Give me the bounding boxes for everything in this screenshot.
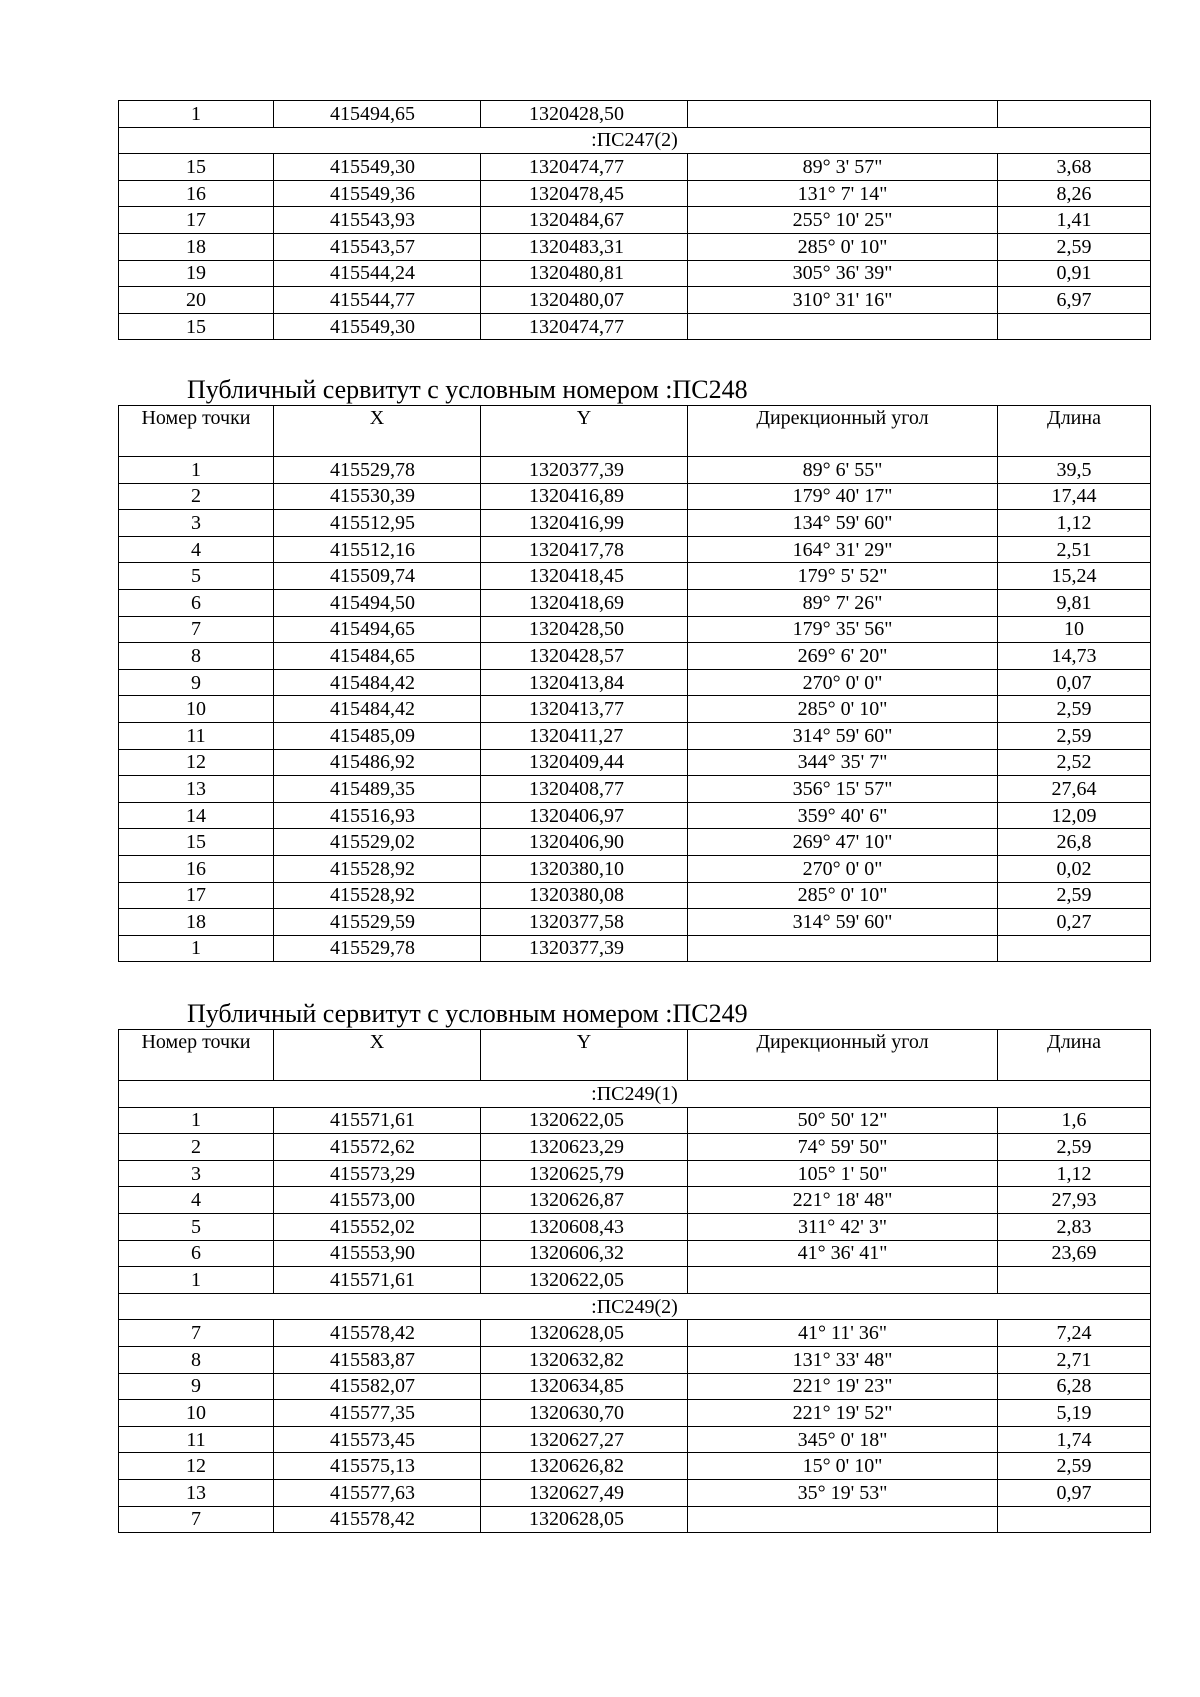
point-number-cell: 17 (119, 882, 274, 909)
header-row (119, 1030, 1151, 1081)
point-number-cell: 1 (119, 457, 274, 484)
direction-angle-cell: 164° 31' 29" (688, 536, 998, 563)
x-coordinate-cell: 415529,78 (274, 935, 481, 962)
length-cell: 2,71 (998, 1346, 1151, 1373)
table-row (119, 1320, 1151, 1347)
length-cell: 8,26 (998, 180, 1151, 207)
length-cell: 2,59 (998, 1134, 1151, 1161)
table-row (119, 101, 1151, 128)
y-coordinate-cell: 1320623,29 (481, 1134, 688, 1161)
point-number-cell: 15 (119, 829, 274, 856)
table-row (119, 882, 1151, 909)
length-cell: 15,24 (998, 563, 1151, 590)
x-coordinate-cell: 415577,35 (274, 1400, 481, 1427)
y-coordinate-cell: 1320377,39 (481, 935, 688, 962)
x-coordinate-cell: 415529,02 (274, 829, 481, 856)
section-row (119, 1081, 1151, 1108)
x-coordinate-cell: 415583,87 (274, 1346, 481, 1373)
y-coordinate-cell: 1320480,81 (481, 260, 688, 287)
point-number-cell: 15 (119, 154, 274, 181)
table-row (119, 287, 1151, 314)
x-coordinate-cell: 415544,77 (274, 287, 481, 314)
x-coordinate-cell: 415544,24 (274, 260, 481, 287)
table-row (119, 1373, 1151, 1400)
direction-angle-cell: 74° 59' 50" (688, 1134, 998, 1161)
point-number-cell: 14 (119, 802, 274, 829)
header-x: X (274, 406, 481, 457)
direction-angle-cell: 314° 59' 60" (688, 722, 998, 749)
x-coordinate-cell: 415509,74 (274, 563, 481, 590)
direction-angle-cell (688, 101, 998, 128)
header-row (119, 406, 1151, 457)
direction-angle-cell: 179° 35' 56" (688, 616, 998, 643)
table-row (119, 457, 1151, 484)
x-coordinate-cell: 415575,13 (274, 1453, 481, 1480)
y-coordinate-cell: 1320628,05 (481, 1506, 688, 1533)
table-row (119, 1453, 1151, 1480)
point-number-cell: 12 (119, 749, 274, 776)
table-row (119, 536, 1151, 563)
direction-angle-cell: 269° 6' 20" (688, 643, 998, 670)
length-cell: 0,07 (998, 669, 1151, 696)
length-cell: 2,59 (998, 696, 1151, 723)
x-coordinate-cell: 415494,50 (274, 589, 481, 616)
length-cell: 12,09 (998, 802, 1151, 829)
point-number-cell: 5 (119, 563, 274, 590)
y-coordinate-cell: 1320626,82 (481, 1453, 688, 1480)
y-coordinate-cell: 1320406,90 (481, 829, 688, 856)
length-cell: 27,64 (998, 776, 1151, 803)
direction-angle-cell: 344° 35' 7" (688, 749, 998, 776)
x-coordinate-cell: 415512,95 (274, 510, 481, 537)
point-number-cell: 5 (119, 1213, 274, 1240)
length-cell: 0,02 (998, 855, 1151, 882)
table-row (119, 207, 1151, 234)
length-cell (998, 313, 1151, 340)
y-coordinate-cell: 1320411,27 (481, 722, 688, 749)
table-row (119, 260, 1151, 287)
point-number-cell: 20 (119, 287, 274, 314)
ps248-title: Публичный сервитут с условным номером :ПС248 (187, 375, 748, 404)
x-coordinate-cell: 415552,02 (274, 1213, 481, 1240)
x-coordinate-cell: 415543,57 (274, 233, 481, 260)
length-cell: 0,91 (998, 260, 1151, 287)
table-row (119, 1426, 1151, 1453)
x-coordinate-cell: 415573,29 (274, 1160, 481, 1187)
table-row (119, 1160, 1151, 1187)
point-number-cell: 13 (119, 1479, 274, 1506)
x-coordinate-cell: 415529,78 (274, 457, 481, 484)
point-number-cell: 1 (119, 1107, 274, 1134)
x-coordinate-cell: 415573,00 (274, 1187, 481, 1214)
direction-angle-cell: 41° 36' 41" (688, 1240, 998, 1267)
direction-angle-cell: 305° 36' 39" (688, 260, 998, 287)
x-coordinate-cell: 415549,30 (274, 154, 481, 181)
y-coordinate-cell: 1320413,77 (481, 696, 688, 723)
y-coordinate-cell: 1320416,99 (481, 510, 688, 537)
point-number-cell: 3 (119, 510, 274, 537)
direction-angle-cell: 310° 31' 16" (688, 287, 998, 314)
header-x: X (274, 1030, 481, 1081)
y-coordinate-cell: 1320377,39 (481, 457, 688, 484)
table-row (119, 802, 1151, 829)
point-number-cell: 18 (119, 909, 274, 936)
x-coordinate-cell: 415528,92 (274, 855, 481, 882)
y-coordinate-cell: 1320622,05 (481, 1107, 688, 1134)
header-direction-angle: Дирекционный угол (688, 1030, 998, 1081)
x-coordinate-cell: 415543,93 (274, 207, 481, 234)
direction-angle-cell: 179° 5' 52" (688, 563, 998, 590)
x-coordinate-cell: 415529,59 (274, 909, 481, 936)
y-coordinate-cell: 1320408,77 (481, 776, 688, 803)
table-row (119, 616, 1151, 643)
y-coordinate-cell: 1320413,84 (481, 669, 688, 696)
length-cell: 1,41 (998, 207, 1151, 234)
point-number-cell: 13 (119, 776, 274, 803)
table-row (119, 233, 1151, 260)
point-number-cell: 10 (119, 1400, 274, 1427)
direction-angle-cell (688, 935, 998, 962)
ps249-title: Публичный сервитут с условным номером :ПС249 (187, 999, 748, 1028)
table-row (119, 154, 1151, 181)
x-coordinate-cell: 415512,16 (274, 536, 481, 563)
table-row (119, 510, 1151, 537)
direction-angle-cell: 105° 1' 50" (688, 1160, 998, 1187)
table-row (119, 563, 1151, 590)
ps248-table-block (118, 405, 1150, 962)
length-cell: 10 (998, 616, 1151, 643)
ps247-table-block (118, 100, 1150, 340)
direction-angle-cell: 89° 6' 55" (688, 457, 998, 484)
x-coordinate-cell: 415484,65 (274, 643, 481, 670)
length-cell (998, 1267, 1151, 1294)
point-number-cell: 8 (119, 643, 274, 670)
y-coordinate-cell: 1320416,89 (481, 483, 688, 510)
point-number-cell: 2 (119, 1134, 274, 1161)
table-row (119, 749, 1151, 776)
length-cell: 39,5 (998, 457, 1151, 484)
direction-angle-cell (688, 1267, 998, 1294)
direction-angle-cell: 356° 15' 57" (688, 776, 998, 803)
direction-angle-cell (688, 1506, 998, 1533)
length-cell: 6,28 (998, 1373, 1151, 1400)
point-number-cell: 4 (119, 536, 274, 563)
direction-angle-cell: 269° 47' 10" (688, 829, 998, 856)
point-number-cell: 16 (119, 855, 274, 882)
x-coordinate-cell: 415484,42 (274, 696, 481, 723)
point-number-cell: 11 (119, 1426, 274, 1453)
x-coordinate-cell: 415484,42 (274, 669, 481, 696)
table-row (119, 313, 1151, 340)
direction-angle-cell: 311° 42' 3" (688, 1213, 998, 1240)
y-coordinate-cell: 1320483,31 (481, 233, 688, 260)
direction-angle-cell: 285° 0' 10" (688, 882, 998, 909)
section-label: :ПС249(1) (119, 1081, 1151, 1108)
direction-angle-cell: 134° 59' 60" (688, 510, 998, 537)
length-cell: 2,51 (998, 536, 1151, 563)
direction-angle-cell: 345° 0' 18" (688, 1426, 998, 1453)
length-cell: 1,74 (998, 1426, 1151, 1453)
direction-angle-cell: 89° 3' 57" (688, 154, 998, 181)
y-coordinate-cell: 1320627,27 (481, 1426, 688, 1453)
section-label: :ПС249(2) (119, 1293, 1151, 1320)
point-number-cell: 2 (119, 483, 274, 510)
table-row (119, 776, 1151, 803)
length-cell: 9,81 (998, 589, 1151, 616)
point-number-cell: 17 (119, 207, 274, 234)
length-cell: 2,59 (998, 233, 1151, 260)
direction-angle-cell (688, 313, 998, 340)
length-cell: 14,73 (998, 643, 1151, 670)
length-cell: 17,44 (998, 483, 1151, 510)
table-row (119, 589, 1151, 616)
point-number-cell: 16 (119, 180, 274, 207)
x-coordinate-cell: 415530,39 (274, 483, 481, 510)
table-row (119, 1213, 1151, 1240)
section-row (119, 1293, 1151, 1320)
x-coordinate-cell: 415494,65 (274, 101, 481, 128)
header-length: Длина (998, 406, 1151, 457)
x-coordinate-cell: 415489,35 (274, 776, 481, 803)
direction-angle-cell: 41° 11' 36" (688, 1320, 998, 1347)
header-direction-angle: Дирекционный угол (688, 406, 998, 457)
length-cell: 0,27 (998, 909, 1151, 936)
direction-angle-cell: 131° 7' 14" (688, 180, 998, 207)
point-number-cell: 15 (119, 313, 274, 340)
y-coordinate-cell: 1320428,50 (481, 616, 688, 643)
length-cell: 2,59 (998, 722, 1151, 749)
direction-angle-cell: 50° 50' 12" (688, 1107, 998, 1134)
point-number-cell: 9 (119, 669, 274, 696)
table-row (119, 180, 1151, 207)
table-row (119, 1506, 1151, 1533)
point-number-cell: 8 (119, 1346, 274, 1373)
table-row (119, 722, 1151, 749)
y-coordinate-cell: 1320418,69 (481, 589, 688, 616)
y-coordinate-cell: 1320622,05 (481, 1267, 688, 1294)
length-cell: 6,97 (998, 287, 1151, 314)
length-cell: 5,19 (998, 1400, 1151, 1427)
length-cell: 1,12 (998, 1160, 1151, 1187)
point-number-cell: 6 (119, 589, 274, 616)
y-coordinate-cell: 1320377,58 (481, 909, 688, 936)
length-cell: 27,93 (998, 1187, 1151, 1214)
table-row (119, 1267, 1151, 1294)
y-coordinate-cell: 1320380,08 (481, 882, 688, 909)
direction-angle-cell: 221° 19' 52" (688, 1400, 998, 1427)
table-row (119, 669, 1151, 696)
header-point-number: Номер точки (119, 406, 274, 457)
point-number-cell: 1 (119, 1267, 274, 1294)
x-coordinate-cell: 415549,30 (274, 313, 481, 340)
direction-angle-cell: 221° 19' 23" (688, 1373, 998, 1400)
length-cell: 7,24 (998, 1320, 1151, 1347)
y-coordinate-cell: 1320628,05 (481, 1320, 688, 1347)
direction-angle-cell: 221° 18' 48" (688, 1187, 998, 1214)
point-number-cell: 18 (119, 233, 274, 260)
x-coordinate-cell: 415516,93 (274, 802, 481, 829)
section-row (119, 127, 1151, 154)
y-coordinate-cell: 1320632,82 (481, 1346, 688, 1373)
x-coordinate-cell: 415486,92 (274, 749, 481, 776)
y-coordinate-cell: 1320606,32 (481, 1240, 688, 1267)
y-coordinate-cell: 1320478,45 (481, 180, 688, 207)
direction-angle-cell: 359° 40' 6" (688, 802, 998, 829)
x-coordinate-cell: 415549,36 (274, 180, 481, 207)
length-cell: 0,97 (998, 1479, 1151, 1506)
y-coordinate-cell: 1320417,78 (481, 536, 688, 563)
direction-angle-cell: 255° 10' 25" (688, 207, 998, 234)
length-cell: 23,69 (998, 1240, 1151, 1267)
y-coordinate-cell: 1320380,10 (481, 855, 688, 882)
x-coordinate-cell: 415553,90 (274, 1240, 481, 1267)
table-row (119, 855, 1151, 882)
length-cell (998, 101, 1151, 128)
table-row (119, 935, 1151, 962)
header-y: Y (481, 406, 688, 457)
table-row (119, 829, 1151, 856)
direction-angle-cell: 15° 0' 10" (688, 1453, 998, 1480)
point-number-cell: 10 (119, 696, 274, 723)
length-cell: 1,6 (998, 1107, 1151, 1134)
y-coordinate-cell: 1320428,57 (481, 643, 688, 670)
y-coordinate-cell: 1320484,67 (481, 207, 688, 234)
y-coordinate-cell: 1320625,79 (481, 1160, 688, 1187)
ps247-coordinates-table (118, 100, 1151, 340)
ps248-coordinates-table (118, 405, 1151, 962)
point-number-cell: 12 (119, 1453, 274, 1480)
header-point-number: Номер точки (119, 1030, 274, 1081)
y-coordinate-cell: 1320630,70 (481, 1400, 688, 1427)
y-coordinate-cell: 1320480,07 (481, 287, 688, 314)
point-number-cell: 4 (119, 1187, 274, 1214)
table-row (119, 1240, 1151, 1267)
table-row (119, 696, 1151, 723)
table-row (119, 1134, 1151, 1161)
x-coordinate-cell: 415578,42 (274, 1320, 481, 1347)
length-cell: 2,83 (998, 1213, 1151, 1240)
table-row (119, 483, 1151, 510)
y-coordinate-cell: 1320627,49 (481, 1479, 688, 1506)
y-coordinate-cell: 1320409,44 (481, 749, 688, 776)
header-y: Y (481, 1030, 688, 1081)
x-coordinate-cell: 415485,09 (274, 722, 481, 749)
x-coordinate-cell: 415577,63 (274, 1479, 481, 1506)
x-coordinate-cell: 415573,45 (274, 1426, 481, 1453)
point-number-cell: 3 (119, 1160, 274, 1187)
x-coordinate-cell: 415494,65 (274, 616, 481, 643)
point-number-cell: 1 (119, 935, 274, 962)
y-coordinate-cell: 1320608,43 (481, 1213, 688, 1240)
point-number-cell: 6 (119, 1240, 274, 1267)
table-row (119, 643, 1151, 670)
point-number-cell: 9 (119, 1373, 274, 1400)
length-cell: 3,68 (998, 154, 1151, 181)
direction-angle-cell: 314° 59' 60" (688, 909, 998, 936)
y-coordinate-cell: 1320626,87 (481, 1187, 688, 1214)
length-cell (998, 935, 1151, 962)
length-cell: 2,59 (998, 1453, 1151, 1480)
ps249-coordinates-table (118, 1029, 1151, 1533)
direction-angle-cell: 285° 0' 10" (688, 696, 998, 723)
x-coordinate-cell: 415578,42 (274, 1506, 481, 1533)
ps249-table-block (118, 1029, 1150, 1533)
direction-angle-cell: 89° 7' 26" (688, 589, 998, 616)
y-coordinate-cell: 1320418,45 (481, 563, 688, 590)
point-number-cell: 7 (119, 1320, 274, 1347)
header-length: Длина (998, 1030, 1151, 1081)
y-coordinate-cell: 1320634,85 (481, 1373, 688, 1400)
direction-angle-cell: 270° 0' 0" (688, 669, 998, 696)
table-row (119, 1479, 1151, 1506)
table-row (119, 1400, 1151, 1427)
y-coordinate-cell: 1320474,77 (481, 313, 688, 340)
direction-angle-cell: 285° 0' 10" (688, 233, 998, 260)
point-number-cell: 1 (119, 101, 274, 128)
table-row (119, 1346, 1151, 1373)
y-coordinate-cell: 1320406,97 (481, 802, 688, 829)
point-number-cell: 7 (119, 1506, 274, 1533)
direction-angle-cell: 179° 40' 17" (688, 483, 998, 510)
direction-angle-cell: 35° 19' 53" (688, 1479, 998, 1506)
table-row (119, 1187, 1151, 1214)
point-number-cell: 19 (119, 260, 274, 287)
direction-angle-cell: 270° 0' 0" (688, 855, 998, 882)
x-coordinate-cell: 415571,61 (274, 1107, 481, 1134)
x-coordinate-cell: 415582,07 (274, 1373, 481, 1400)
length-cell: 26,8 (998, 829, 1151, 856)
point-number-cell: 7 (119, 616, 274, 643)
length-cell: 1,12 (998, 510, 1151, 537)
x-coordinate-cell: 415528,92 (274, 882, 481, 909)
section-label: :ПС247(2) (119, 127, 1151, 154)
y-coordinate-cell: 1320474,77 (481, 154, 688, 181)
length-cell (998, 1506, 1151, 1533)
table-row (119, 909, 1151, 936)
length-cell: 2,52 (998, 749, 1151, 776)
x-coordinate-cell: 415572,62 (274, 1134, 481, 1161)
y-coordinate-cell: 1320428,50 (481, 101, 688, 128)
point-number-cell: 11 (119, 722, 274, 749)
length-cell: 2,59 (998, 882, 1151, 909)
x-coordinate-cell: 415571,61 (274, 1267, 481, 1294)
table-row (119, 1107, 1151, 1134)
direction-angle-cell: 131° 33' 48" (688, 1346, 998, 1373)
